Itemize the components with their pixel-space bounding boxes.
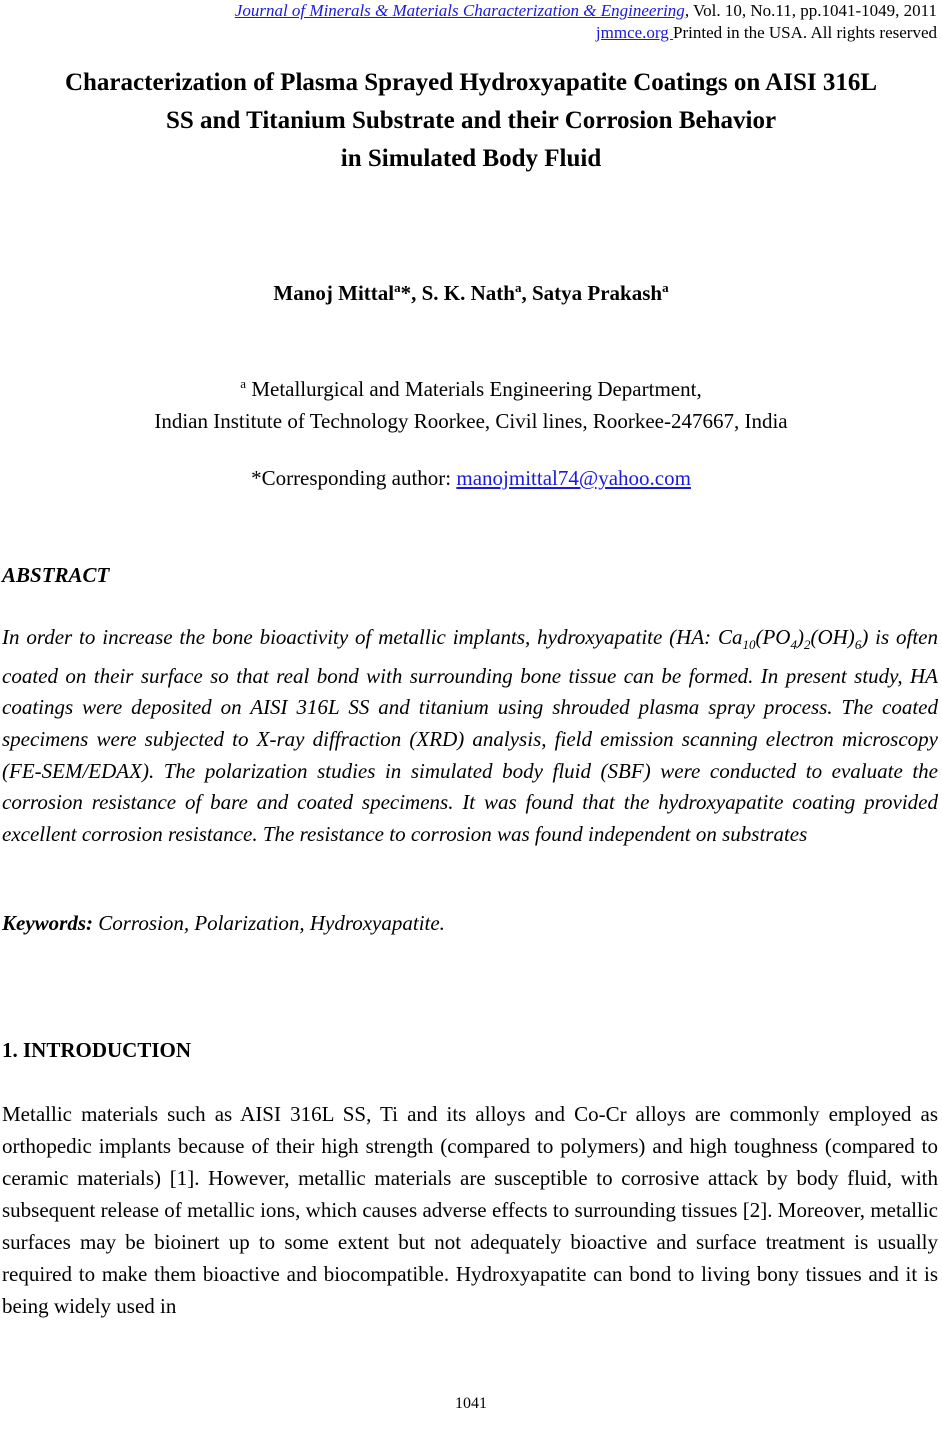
author-email-link[interactable]: manojmittal74@yahoo.com	[456, 466, 691, 490]
affiliation-line-1	[0, 368, 942, 405]
author-3: Satya Prakash	[531, 281, 663, 305]
corresponding-label: *Corresponding author:	[251, 466, 457, 490]
introduction-heading: 1. INTRODUCTION	[2, 1038, 192, 1062]
author-separator: ,	[521, 281, 532, 305]
title-line-1: Characterization of Plasma Sprayed Hydroxyapatite Coatings on AISI 316L	[64, 69, 878, 96]
journal-citation-line	[235, 0, 937, 22]
abstract-body	[2, 622, 938, 850]
journal-header	[235, 0, 937, 44]
formula-sub-po-count: 2	[803, 637, 811, 653]
affiliation-department: Metallurgical and Materials Engineering Department,	[246, 377, 702, 401]
formula-sub-ca: 10	[742, 637, 756, 653]
author-2-affil-mark: a	[514, 280, 522, 295]
keywords	[2, 908, 445, 938]
abstract-heading: ABSTRACT	[2, 563, 110, 587]
abstract-text-3: )	[796, 625, 804, 649]
author-3-affil-mark: a	[662, 280, 669, 295]
title-line-3: in Simulated Body Fluid	[340, 145, 602, 172]
abstract-text-4: (OH)	[810, 625, 855, 649]
corresponding-author	[0, 463, 942, 493]
site-link[interactable]: jmmce.org	[595, 23, 674, 42]
page-number: 1041	[455, 1395, 487, 1412]
rights-notice: Printed in the USA. All rights reserved	[673, 23, 937, 42]
abstract-text-2: (PO	[755, 625, 791, 649]
paper-title	[0, 64, 942, 178]
author-list	[0, 274, 942, 307]
keywords-text: Corrosion, Polarization, Hydroxyapatite.	[93, 911, 445, 935]
abstract-text-5: ) is often coated on their surface so that real bond with surrounding bone tissue can be formed. In present study, HA coatings were deposited on AISI 316L SS and titanium using shrouded plasma spray process. The coated specimens were subjected to X-ray diffraction (XRD) analysis, field emission scanning electron microscopy (FE-SEM/EDAX). The polarization studies in simulated body fluid (SBF) were conducted to evaluate the corrosion resistance of bare and coated specimens. It was found that the hydroxyapatite coating provided excellent corrosion resistance. The resistance to corrosion was found independent on substrates	[2, 625, 938, 846]
journal-volume-info: , Vol. 10, No.11, pp.1041-1049, 2011	[684, 1, 937, 20]
affiliation-mark: a	[240, 376, 247, 391]
formula-sub-po: 4	[790, 637, 797, 653]
title-line-2: SS and Titanium Substrate and their Corrosion Behavior	[165, 107, 777, 134]
corresponding-mark: *,	[400, 281, 422, 305]
introduction-body: Metallic materials such as AISI 316L SS, Ti and its alloys and Co-Cr alloys are commonly employed as orthopedic implants because of their high strength (compared to polymers) and high toughness (compared to ceramic materials) [1]. However, metallic materials are susceptible to corrosive attack by body fluid, with subsequent release of metallic ions, which causes adverse effects to surrounding tissues [2]. Moreover, metallic surfaces may be bioinert up to some extent but not adequately bioactive and surface treatment is usually required to make them bioactive and biocompatible. Hydroxyapatite can bond to living bony tissues and it is being widely used in	[2, 1102, 938, 1318]
author-1: Manoj Mittal	[273, 281, 395, 305]
journal-site-line	[235, 22, 937, 44]
author-2: S. K. Nath	[421, 281, 515, 305]
formula-sub-oh: 6	[854, 637, 862, 653]
affiliation	[0, 368, 942, 437]
keywords-label: Keywords:	[2, 911, 93, 935]
journal-link[interactable]: Journal of Minerals & Materials Characterization & Engineering	[234, 1, 685, 20]
author-1-affil-mark: a	[394, 280, 401, 295]
affiliation-line-2: Indian Institute of Technology Roorkee, Civil lines, Roorkee-247667, India	[154, 409, 788, 433]
abstract-text-1: In order to increase the bone bioactivity of metallic implants, hydroxyapatite (HA: Ca	[2, 625, 743, 649]
